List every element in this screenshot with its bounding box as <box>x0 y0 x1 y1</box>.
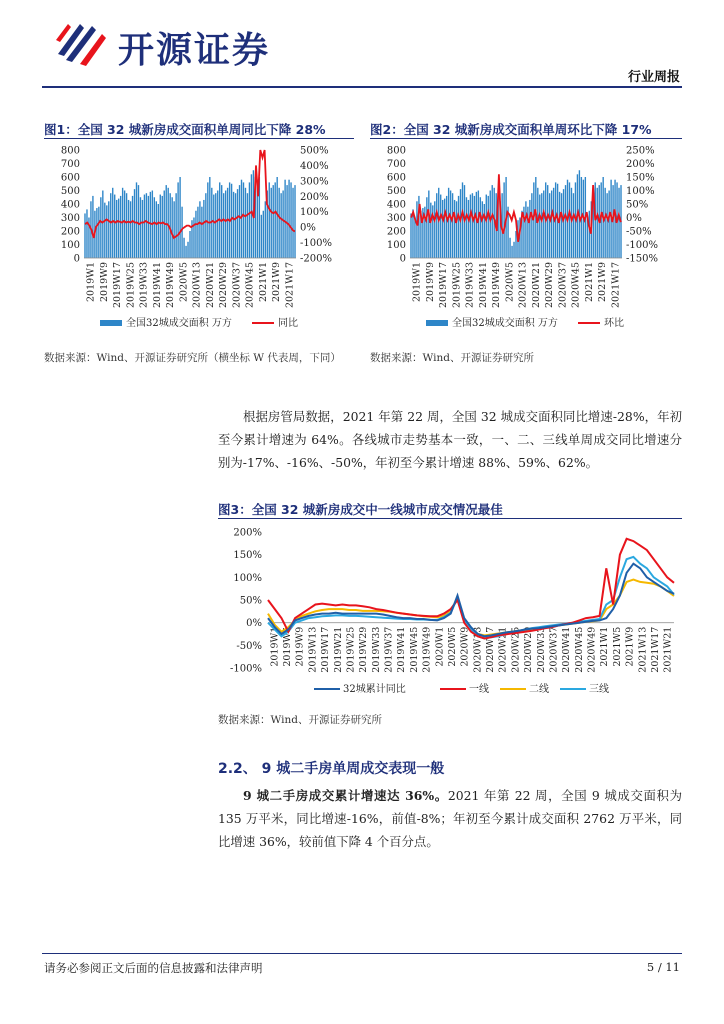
left-tick-label: 500 <box>386 186 406 197</box>
x-tick-label: 2020W17 <box>485 626 497 673</box>
figure-1-title: 图1：全国 32 城新房成交面积单周同比下降 28% <box>44 122 326 137</box>
bar-17 <box>442 200 443 258</box>
bar-4 <box>416 201 417 258</box>
left-tick-label: 500 <box>60 186 80 197</box>
x-tick-label: 2020W41 <box>561 626 573 673</box>
x-tick-label: 2019W33 <box>464 262 476 309</box>
bar-96 <box>273 185 274 258</box>
bar-37 <box>482 201 483 258</box>
bar-41 <box>490 191 491 259</box>
company-logo-icon <box>52 16 110 68</box>
bar-83 <box>573 193 574 258</box>
x-tick-label: 2019W17 <box>438 262 450 309</box>
x-tick-label: 2020W33 <box>535 626 547 673</box>
bar-32 <box>472 193 473 258</box>
bar-81 <box>569 182 570 258</box>
y-tick-label: 150% <box>233 550 262 562</box>
bar-21 <box>124 191 125 259</box>
figure-2-source: 数据来源：Wind、开源证券研究所 <box>370 352 534 364</box>
figure-2-rule <box>370 138 682 139</box>
bar-67 <box>215 193 216 258</box>
bar-48 <box>177 182 178 258</box>
bar-51 <box>183 238 184 258</box>
right-tick-label: 300% <box>300 176 329 188</box>
bar-7 <box>96 208 97 258</box>
left-tick-label: 800 <box>60 145 80 157</box>
bar-71 <box>549 193 550 258</box>
y-tick-label: 100% <box>233 572 262 584</box>
x-tick-label: 2020W37 <box>231 262 243 309</box>
x-tick-label: 2019W9 <box>424 262 436 302</box>
bar-76 <box>559 192 560 258</box>
bar-34 <box>150 192 151 258</box>
body-paragraph-2 <box>218 784 682 853</box>
bar-52 <box>185 246 186 258</box>
x-tick-label: 2021W1 <box>583 262 595 302</box>
company-name: 开源证券 <box>118 30 271 71</box>
bar-90 <box>261 215 262 258</box>
bar-57 <box>195 211 196 258</box>
bar-72 <box>225 191 226 259</box>
x-tick-label: 2021W9 <box>597 262 609 302</box>
right-tick-label: 500% <box>300 145 329 157</box>
bar-72 <box>551 191 552 259</box>
bar-91 <box>263 211 264 258</box>
bar-73 <box>227 188 228 258</box>
bar-51 <box>509 238 510 258</box>
right-tick-label: 400% <box>300 160 329 172</box>
figure-3-title: 图3：全国 32 城新房成交中一线城市成交情况最佳 <box>218 502 503 517</box>
legend-bar-label: 全国32城成交面积 万方 <box>452 318 558 329</box>
left-tick-label: 0 <box>73 253 80 265</box>
right-tick-label: 200% <box>626 159 655 170</box>
bar-24 <box>130 201 131 258</box>
bar-18 <box>444 199 445 258</box>
paragraph-2-lead: 9 城二手房成交累计增速达 36%。 <box>243 788 448 803</box>
bar-24 <box>456 201 457 258</box>
x-tick-label: 2021W1 <box>599 626 611 667</box>
x-tick-label: 2019W9 <box>98 262 110 302</box>
x-tick-label: 2019W41 <box>396 626 408 673</box>
bar-28 <box>138 185 139 258</box>
bar-2 <box>412 209 413 258</box>
x-tick-label: 2019W25 <box>125 262 137 309</box>
bar-60 <box>201 207 202 258</box>
bar-5 <box>92 196 93 258</box>
left-tick-label: 200 <box>60 226 80 238</box>
bar-82 <box>245 188 246 258</box>
bar-25 <box>458 196 459 258</box>
figure-3-source: 数据来源：Wind、开源证券研究所 <box>218 714 382 726</box>
figure-2-title: 图2：全国 32 城新房成交面积单周环比下降 17% <box>370 122 652 137</box>
bar-101 <box>608 191 609 259</box>
left-tick-label: 300 <box>386 213 406 224</box>
bar-53 <box>513 242 514 258</box>
x-tick-label: 2019W1 <box>269 626 281 667</box>
x-tick-label: 2020W13 <box>191 262 203 309</box>
bar-16 <box>114 195 115 258</box>
bar-33 <box>474 196 475 258</box>
bar-46 <box>173 201 174 258</box>
right-tick-label: -100% <box>626 240 658 251</box>
x-tick-label: 2020W5 <box>178 262 190 302</box>
bar-63 <box>207 182 208 258</box>
bar-62 <box>205 193 206 258</box>
bar-92 <box>265 201 266 258</box>
bar-98 <box>276 177 277 258</box>
x-tick-label: 2020W9 <box>459 626 471 667</box>
bar-95 <box>597 188 598 258</box>
bar-66 <box>539 195 540 258</box>
x-tick-label: 2019W29 <box>358 626 370 673</box>
bar-15 <box>112 188 113 258</box>
bar-22 <box>126 193 127 258</box>
bar-77 <box>561 193 562 258</box>
legend-bar-swatch <box>100 320 122 326</box>
bar-79 <box>565 185 566 258</box>
x-tick-label: 2021W5 <box>611 626 623 667</box>
footer-divider <box>42 953 682 954</box>
bar-59 <box>199 201 200 258</box>
bar-83 <box>247 193 248 258</box>
bar-40 <box>488 196 489 258</box>
bar-43 <box>168 188 169 258</box>
bar-44 <box>169 193 170 258</box>
x-tick-label: 2019W49 <box>491 262 503 309</box>
bar-11 <box>430 203 431 258</box>
bar-70 <box>547 185 548 258</box>
bar-50 <box>181 207 182 258</box>
bar-32 <box>146 193 147 258</box>
x-tick-label: 2020W45 <box>244 262 256 309</box>
x-tick-label: 2021W21 <box>662 626 674 673</box>
x-tick-label: 2019W1 <box>85 262 97 302</box>
bar-101 <box>282 191 283 259</box>
bar-61 <box>203 200 204 258</box>
right-tick-label: -50% <box>626 226 652 238</box>
bar-94 <box>269 182 270 258</box>
legend-label-2: 一线 <box>469 684 489 695</box>
y-tick-label: -50% <box>236 640 262 652</box>
x-tick-label: 2019W25 <box>451 262 463 309</box>
left-tick-label: 100 <box>60 240 80 251</box>
x-tick-label: 2020W25 <box>510 626 522 673</box>
x-tick-label: 2019W41 <box>151 262 163 309</box>
x-tick-label: 2019W1 <box>411 262 423 302</box>
legend-bar-swatch <box>426 320 448 326</box>
bar-56 <box>193 218 194 259</box>
x-tick-label: 2019W33 <box>138 262 150 309</box>
bar-54 <box>515 231 516 258</box>
x-tick-label: 2021W17 <box>649 626 661 673</box>
x-tick-label: 2019W17 <box>112 262 124 309</box>
legend-label-4: 三线 <box>589 684 609 695</box>
bar-103 <box>286 185 287 258</box>
bar-38 <box>158 204 159 258</box>
bar-12 <box>106 205 107 258</box>
bar-17 <box>116 200 117 258</box>
bar-1 <box>84 213 85 258</box>
bar-49 <box>179 177 180 258</box>
bar-102 <box>284 180 285 258</box>
bar-10 <box>428 191 429 259</box>
body-paragraph-1: 根据房管局数据，2021 年第 22 周，全国 32 城成交面积同比增速-28%，年初至今累计增速为 64%。各线城市走势基本一致，一、二、三线单周成交同比增速分别为-17%、-16%、-50%，年初至今累计增速 88%、59%、62%。 <box>218 409 682 470</box>
x-tick-label: 2021W9 <box>624 626 636 667</box>
bar-91 <box>589 211 590 258</box>
bar-30 <box>142 200 143 258</box>
bar-100 <box>280 193 281 258</box>
legend-label-3: 二线 <box>529 684 549 695</box>
left-tick-label: 400 <box>386 199 406 211</box>
y-tick-label: 50% <box>239 595 262 607</box>
bar-58 <box>197 207 198 258</box>
bar-106 <box>292 188 293 258</box>
bar-76 <box>233 192 234 258</box>
bar-14 <box>436 193 437 258</box>
x-tick-label: 2021W9 <box>271 262 283 302</box>
bar-13 <box>108 201 109 258</box>
bar-84 <box>249 182 250 258</box>
right-tick-label: 250% <box>626 145 655 157</box>
bar-61 <box>529 200 530 258</box>
bar-9 <box>100 197 101 258</box>
bar-59 <box>525 201 526 258</box>
bar-39 <box>160 195 161 258</box>
x-tick-label: 2020W21 <box>204 262 216 309</box>
right-tick-label: 200% <box>300 191 329 203</box>
bar-36 <box>154 197 155 258</box>
left-tick-label: 600 <box>386 172 406 184</box>
left-tick-label: 200 <box>386 226 406 238</box>
x-tick-label: 2020W29 <box>544 262 556 309</box>
bar-105 <box>290 182 291 258</box>
bar-62 <box>531 193 532 258</box>
bar-2 <box>86 209 87 258</box>
x-tick-label: 2020W45 <box>573 626 585 673</box>
x-tick-label: 2020W29 <box>523 626 535 673</box>
left-tick-label: 800 <box>386 145 406 157</box>
bar-19 <box>446 196 447 258</box>
x-tick-label: 2021W17 <box>610 262 622 309</box>
bar-100 <box>606 193 607 258</box>
legend-line-label: 环比 <box>604 318 624 329</box>
x-tick-label: 2021W1 <box>257 262 269 302</box>
x-tick-label: 2020W49 <box>586 626 598 673</box>
bar-85 <box>251 174 252 258</box>
bar-16 <box>440 195 441 258</box>
bar-64 <box>209 177 210 258</box>
x-tick-label: 2019W21 <box>332 626 344 673</box>
bar-33 <box>148 196 149 258</box>
x-tick-label: 2020W37 <box>557 262 569 309</box>
right-tick-label: -200% <box>300 253 332 265</box>
x-tick-label: 2021W13 <box>637 626 649 673</box>
left-tick-label: 0 <box>399 253 406 265</box>
bar-27 <box>136 182 137 258</box>
bar-97 <box>275 182 276 258</box>
right-tick-label: -100% <box>300 238 332 250</box>
bar-25 <box>132 196 133 258</box>
bar-42 <box>166 185 167 258</box>
x-tick-label: 2019W45 <box>408 626 420 673</box>
left-tick-label: 400 <box>60 199 80 211</box>
x-tick-label: 2019W37 <box>383 626 395 673</box>
x-tick-label: 2019W13 <box>307 626 319 673</box>
bar-14 <box>110 193 111 258</box>
bar-34 <box>476 192 477 258</box>
bar-78 <box>237 189 238 258</box>
bar-21 <box>450 191 451 259</box>
bar-107 <box>294 185 295 258</box>
bar-11 <box>104 203 105 258</box>
bar-26 <box>460 189 461 258</box>
bar-35 <box>478 191 479 259</box>
bar-30 <box>468 200 469 258</box>
bar-53 <box>187 242 188 258</box>
legend-line-label: 同比 <box>278 318 298 329</box>
series-line-2 <box>268 539 674 639</box>
bar-73 <box>553 188 554 258</box>
x-tick-label: 2020W21 <box>497 626 509 673</box>
right-tick-label: 0% <box>626 213 642 224</box>
bar-3 <box>414 218 415 259</box>
bar-40 <box>162 196 163 258</box>
bar-95 <box>271 188 272 258</box>
bar-67 <box>541 193 542 258</box>
header-divider <box>42 86 682 88</box>
bar-29 <box>466 197 467 258</box>
bar-79 <box>239 185 240 258</box>
x-tick-label: 2020W13 <box>517 262 529 309</box>
section-title: 2.2、 9 城二手房单周成交表现一般 <box>218 761 445 777</box>
figure-3-chart <box>218 522 682 704</box>
right-tick-label: 100% <box>626 186 655 197</box>
bar-52 <box>511 246 512 258</box>
bar-29 <box>140 197 141 258</box>
legend-label-1: 32城累计同比 <box>343 684 406 695</box>
x-tick-label: 2021W17 <box>284 262 296 309</box>
legend-bar-label: 全国32城成交面积 万方 <box>126 318 232 329</box>
x-tick-label: 2019W33 <box>370 626 382 673</box>
bar-27 <box>462 182 463 258</box>
bar-18 <box>118 199 119 258</box>
bar-38 <box>484 204 485 258</box>
bar-71 <box>223 193 224 258</box>
right-tick-label: 150% <box>626 172 655 184</box>
figure-1-rule <box>44 138 354 139</box>
bar-104 <box>288 180 289 258</box>
bar-23 <box>454 200 455 258</box>
bar-19 <box>120 196 121 258</box>
x-tick-label: 2020W45 <box>570 262 582 309</box>
y-tick-label: 0% <box>246 618 262 630</box>
x-tick-label: 2020W21 <box>530 262 542 309</box>
bar-39 <box>486 195 487 258</box>
left-tick-label: 100 <box>386 240 406 251</box>
bar-36 <box>480 197 481 258</box>
bar-99 <box>278 188 279 258</box>
bar-66 <box>213 195 214 258</box>
bar-106 <box>618 188 619 258</box>
bar-8 <box>98 207 99 258</box>
left-tick-label: 300 <box>60 213 80 224</box>
bar-37 <box>156 201 157 258</box>
left-tick-label: 700 <box>60 159 80 170</box>
bar-13 <box>434 201 435 258</box>
x-tick-label: 2020W5 <box>446 626 458 667</box>
figure-1-source: 数据来源：Wind、开源证券研究所（横坐标 W 代表周，下同） <box>44 352 341 364</box>
bar-42 <box>492 185 493 258</box>
x-tick-label: 2019W41 <box>477 262 489 309</box>
right-tick-label: -150% <box>626 253 658 265</box>
x-tick-label: 2019W49 <box>421 626 433 673</box>
x-tick-label: 2019W49 <box>165 262 177 309</box>
x-tick-label: 2019W5 <box>282 626 294 667</box>
paragraph-2-text: 2021 年第 22 周，全国 9 城成交面积为 135 万平米，同比增速-16%，前值-8%；年初至今累计成交面积 2762 万平米，同比增速 36%，较前值下降 4 个百分点。 <box>218 788 682 849</box>
figure-1-chart <box>44 142 356 342</box>
bar-82 <box>571 188 572 258</box>
x-tick-label: 2020W29 <box>218 262 230 309</box>
right-tick-label: 0% <box>300 222 316 234</box>
bar-31 <box>144 195 145 258</box>
figure-3-rule <box>218 518 682 519</box>
bar-20 <box>448 188 449 258</box>
bar-81 <box>243 182 244 258</box>
x-tick-label: 2020W13 <box>472 626 484 673</box>
bar-54 <box>189 231 190 258</box>
bar-99 <box>604 188 605 258</box>
bar-48 <box>503 182 504 258</box>
x-tick-label: 2019W25 <box>345 626 357 673</box>
bar-22 <box>452 193 453 258</box>
bar-77 <box>235 193 236 258</box>
x-tick-label: 2019W9 <box>294 626 306 667</box>
left-tick-label: 600 <box>60 172 80 184</box>
y-tick-label: -100% <box>230 663 262 675</box>
bar-23 <box>128 200 129 258</box>
y-tick-label: 200% <box>233 527 262 539</box>
bar-45 <box>171 197 172 258</box>
x-tick-label: 2020W5 <box>504 262 516 302</box>
bar-9 <box>426 197 427 258</box>
bar-1 <box>410 213 411 258</box>
x-tick-label: 2020W1 <box>434 626 446 667</box>
right-tick-label: 100% <box>300 207 329 219</box>
bar-47 <box>175 193 176 258</box>
left-tick-label: 700 <box>386 159 406 170</box>
x-tick-label: 2020W37 <box>548 626 560 673</box>
bar-26 <box>134 189 135 258</box>
bar-68 <box>543 191 544 259</box>
doc-type: 行业周报 <box>627 70 680 85</box>
figure-2-chart <box>370 142 682 342</box>
bar-78 <box>563 189 564 258</box>
bar-10 <box>102 191 103 259</box>
footer-disclaimer: 请务必参阅正文后面的信息披露和法律声明 <box>44 961 263 975</box>
x-tick-label: 2019W17 <box>320 626 332 673</box>
page-number: 5 / 11 <box>646 960 680 974</box>
bar-31 <box>470 195 471 258</box>
bar-68 <box>217 191 218 259</box>
right-tick-label: 50% <box>626 199 649 211</box>
